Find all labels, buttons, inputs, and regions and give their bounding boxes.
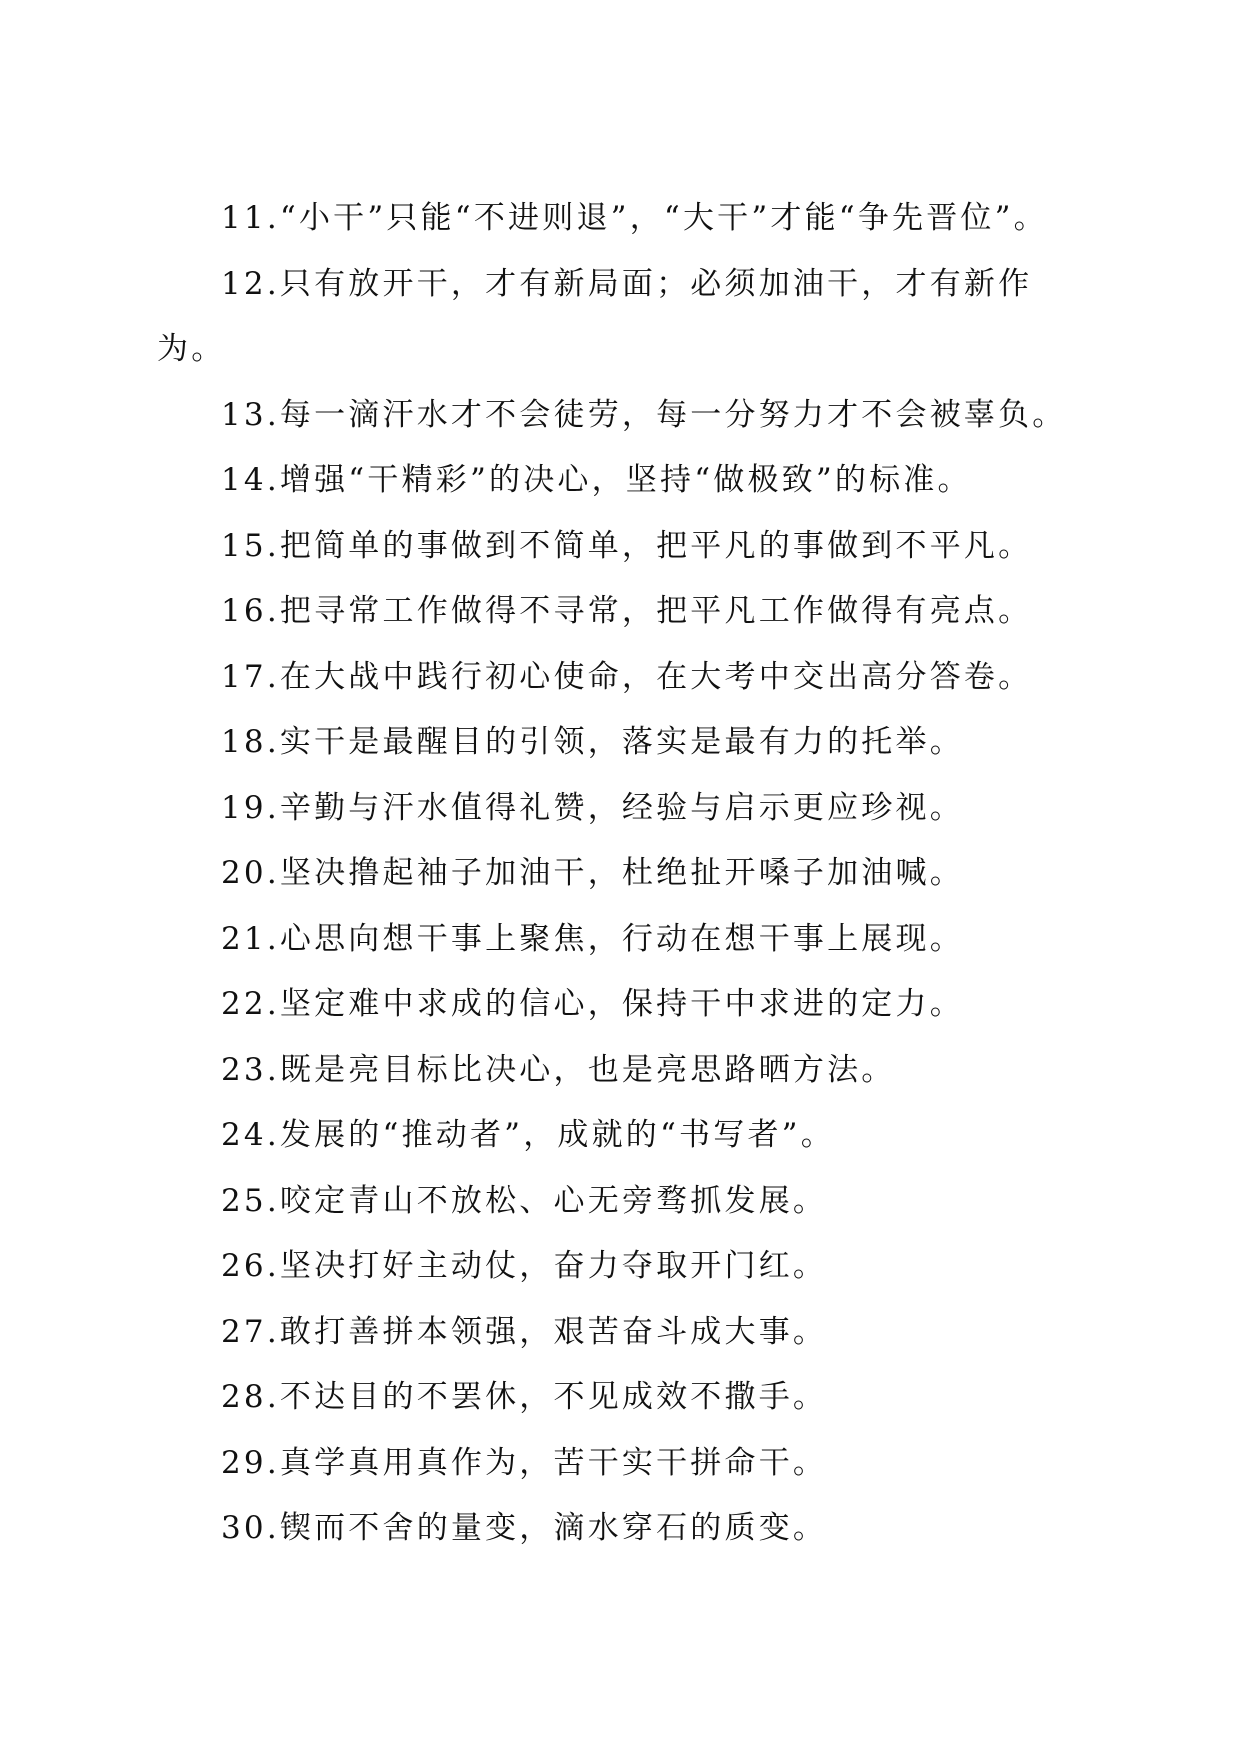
list-item: 29.真学真用真作为，苦干实干拼命干。	[221, 1444, 828, 1481]
list-item: 25.咬定青山不放松、心无旁骛抓发展。	[221, 1182, 828, 1219]
list-item: 23.既是亮目标比决心，也是亮思路晒方法。	[221, 1051, 896, 1088]
list-item: 12.只有放开干，才有新局面；必须加油干，才有新作为。	[157, 265, 1033, 367]
slogan-list	[157, 186, 1077, 1562]
list-item: 27.敢打善拼本领强，艰苦奋斗成大事。	[221, 1313, 828, 1350]
list-item: 20.坚决撸起袖子加油干，杜绝扯开嗓子加油喊。	[221, 855, 964, 891]
list-item: 26.坚决打好主动仗，奋力夺取开门红。	[221, 1248, 828, 1284]
list-item: 22.坚定难中求成的信心，保持干中求进的定力。	[221, 986, 964, 1022]
list-item: 24.发展的“推动者”，成就的“书写者”。	[221, 1117, 835, 1153]
list-item: 18.实干是最醒目的引领，落实是最有力的托举。	[221, 724, 964, 760]
list-item: 16.把寻常工作做得不寻常，把平凡工作做得有亮点。	[221, 593, 1033, 629]
list-item: 28.不达目的不罢休，不见成效不撒手。	[221, 1379, 828, 1415]
list-item: 17.在大战中践行初心使命，在大考中交出高分答卷。	[221, 658, 1033, 695]
list-item: 13.每一滴汗水才不会徒劳，每一分努力才不会被辜负。	[221, 396, 1067, 433]
list-item: 15.把简单的事做到不简单，把平凡的事做到不平凡。	[221, 527, 1033, 564]
list-item: 14.增强“干精彩”的决心，坚持“做极致”的标准。	[221, 462, 972, 498]
list-item: 19.辛勤与汗水值得礼赞，经验与启示更应珍视。	[221, 789, 964, 826]
list-item: 21.心思向想干事上聚焦，行动在想干事上展现。	[221, 920, 964, 957]
list-item: 11.“小干”只能“不进则退”，“大干”才能“争先晋位”。	[221, 200, 1048, 236]
list-item: 30.锲而不舍的量变，滴水穿石的质变。	[221, 1510, 828, 1546]
